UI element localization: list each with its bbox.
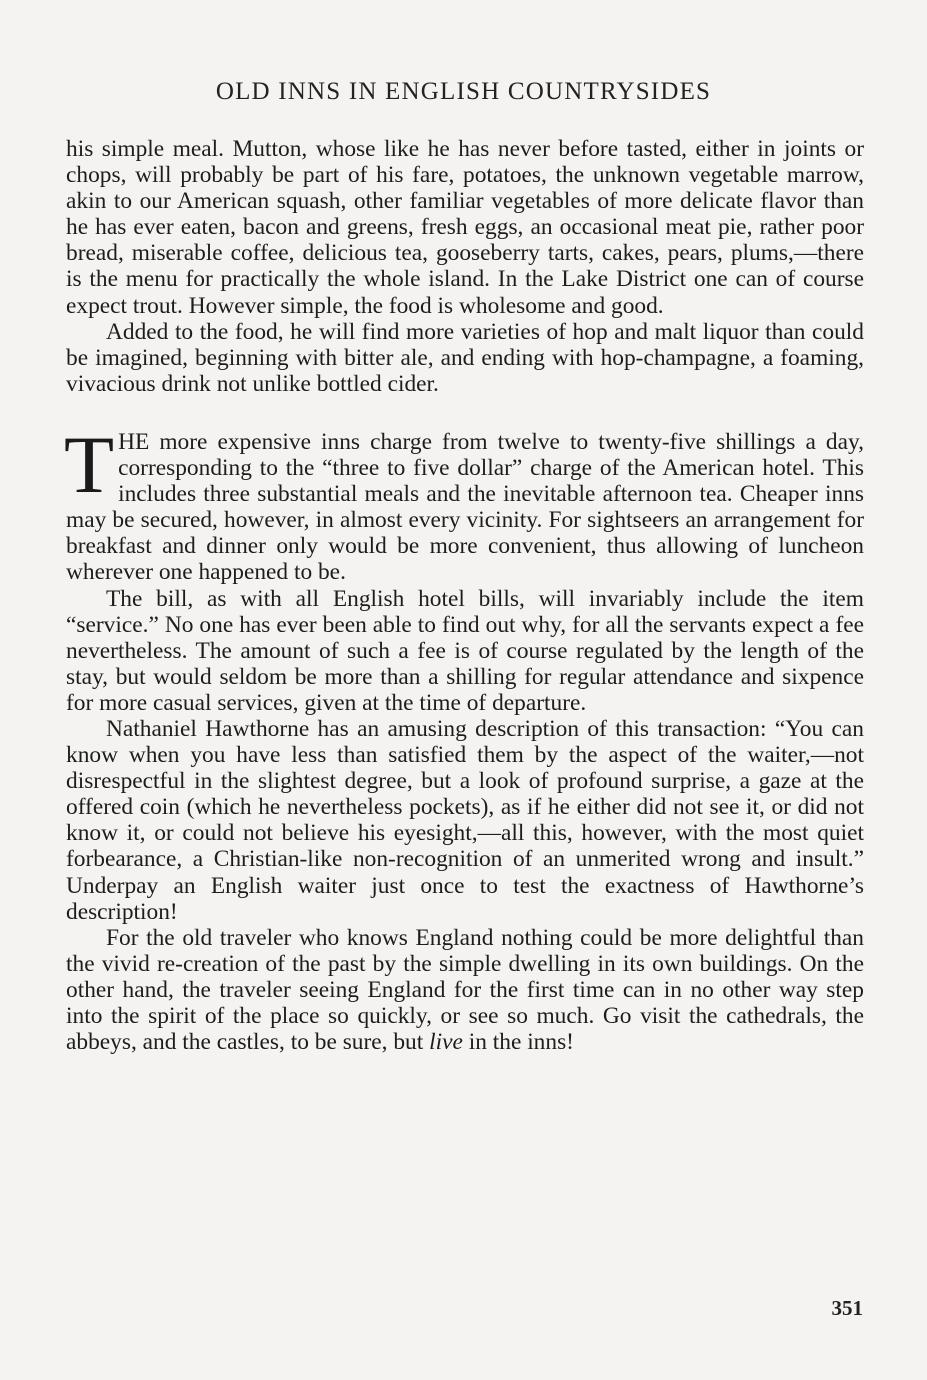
paragraph-6 (66, 925, 864, 1055)
paragraph-6-italic-word: live (429, 1029, 463, 1056)
running-head: OLD INNS IN ENGLISH COUNTRYSIDES (215, 78, 712, 105)
page-number: 351 (831, 1296, 863, 1320)
section-break (66, 397, 864, 429)
paragraph-4: The bill, as with all English hotel bills, will invariably include the item “service.” No one has ever been able to find out why, for all the servants expect a fee nevertheless. The amount of such a fee is of course regulated by the length of the stay, but would seldom be more than a shilling for regular attendance and sixpence for more casual services, given at the time of departure. (66, 585, 864, 716)
paragraph-3-text: HE more expensive inns charge from twelve to twenty-five shillings a day, corresponding to the “three to five dollar” charge of the American hotel. This includes three substantial meals and the inevitable afternoon tea. Cheaper inns may be secured, however, in almost every vicinity. For sightseers an arrangement for breakfast and dinner only would be more convenient, thus allowing of luncheon wherever one happened to be. (66, 428, 864, 586)
paragraph-3 (64, 418, 864, 586)
paragraph-6-text-end: in the inns! (462, 1029, 574, 1056)
body-text (66, 136, 864, 1055)
paragraph-1: his simple meal. Mutton, whose like he has never before tasted, either in joints or chops, will probably be part of his fare, potatoes, the unknown vegetable marrow, akin to our American squash, other familiar vegetables of more delicate flavor than he has ever eaten, bacon and greens, fresh eggs, an occasional meat pie, rather poor bread, miserable coffee, delicious tea, gooseberry tarts, cakes, pears, plums,—there is the menu for practically the whole island. In the Lake District one can of course expect trout. However simple, the food is wholesome and good. (66, 136, 864, 319)
paragraph-2: Added to the food, he will find more varieties of hop and malt liquor than could be imagined, beginning with bitter ale, and ending with hop-champagne, a foaming, vivacious drink not unlike bottled cider. (66, 318, 864, 397)
paragraph-5: Nathaniel Hawthorne has an amusing description of this transaction: “You can know when you have less than satisfied them by the aspect of the waiter,—not disrespectful in the slightest degree, but a look of profound surprise, a gaze at the offered coin (which he nevertheless pockets), as if he either did not see it, or did not know it, or could not believe his eyesight,—all this, however, with the most quiet forbearance, a Christian-like non-recognition of an unmerited wrong and insult.” Underpay an English waiter just once to test the exactness of Hawthorne’s description! (66, 715, 864, 925)
drop-cap: T (64, 418, 115, 510)
paragraph-6-text-start: For the old traveler who knows England nothing could be more delightful than the vivid re-creation of the past by the simple dwelling in its own buildings. On the other hand, the traveler seeing England for the first time can in no other way step into the spirit of the place so quickly, or see so much. Go visit the cathedrals, the abbeys, and the castles, to be sure, but (66, 924, 864, 1056)
